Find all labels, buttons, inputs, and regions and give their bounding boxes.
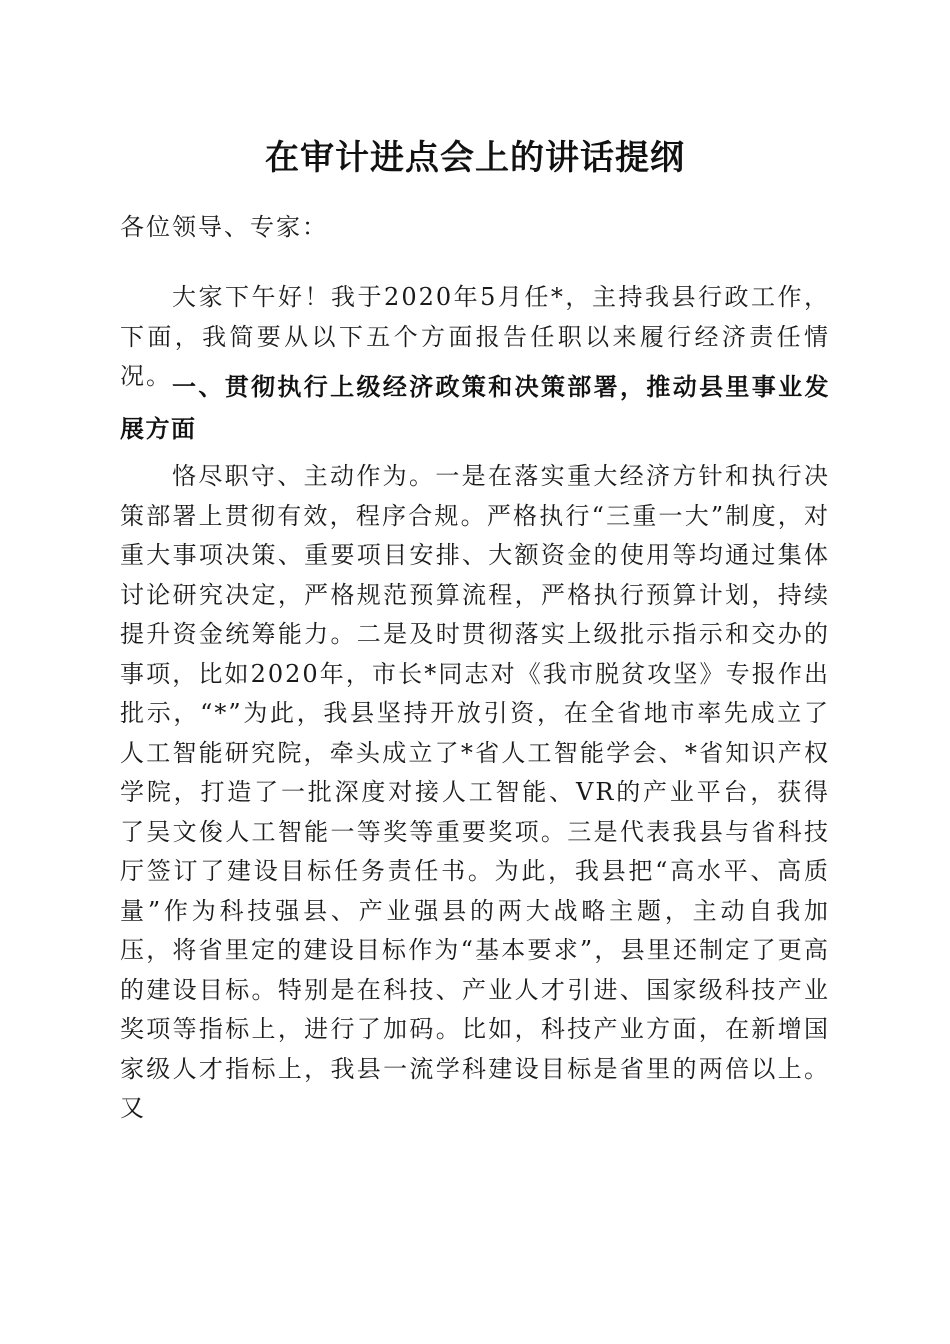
paragraph-opening: 大家下午好！我于2020年5月任*，主持我县行政工作，下面，我简要从以下五个方面报告任职以来履行经济责任情况。 <box>120 283 830 390</box>
document-title: 在审计进点会上的讲话提纲 <box>265 138 685 178</box>
paragraph-body: 恪尽职守、主动作为。一是在落实重大经济方针和执行决策部署上贯彻有效，程序合规。严格执行“三重一大”制度，对重大事项决策、重要项目安排、大额资金的使用等均通过集体讨论研究决定，严格规范预算流程，严格执行预算计划，持续提升资金统筹能力。二是及时贯彻落实上级批示指示和交办的事项，比如2020年，市长*同志对《我市脱贫攻坚》专报作出批示，“*”为此，我县坚持开放引资，在全省地市率先成立了人工智能研究院，牵头成立了*省人工智能学会、*省知识产权学院，打造了一批深度对接人工智能、VR的产业平台，获得了吴文俊人工智能一等奖等重要奖项。三是代表我县与省科技厅签订了建设目标任务责任书。为此，我县把“高水平、高质量”作为科技强县、产业强县的两大战略主题，主动自我加压，将省里定的建设目标作为“基本要求”，县里还制定了更高的建设目标。特别是在科技、产业人才引进、国家级科技产业奖项等指标上，进行了加码。比如，科技产业方面，在新增国家级人才指标上，我县一流学科建设目标是省里的两倍以上。又 <box>120 462 830 1122</box>
section-heading: 一、贯彻执行上级经济政策和决策部署，推动县里事业发展方面 <box>120 373 830 443</box>
salutation: 各位领导、专家： <box>120 213 328 241</box>
